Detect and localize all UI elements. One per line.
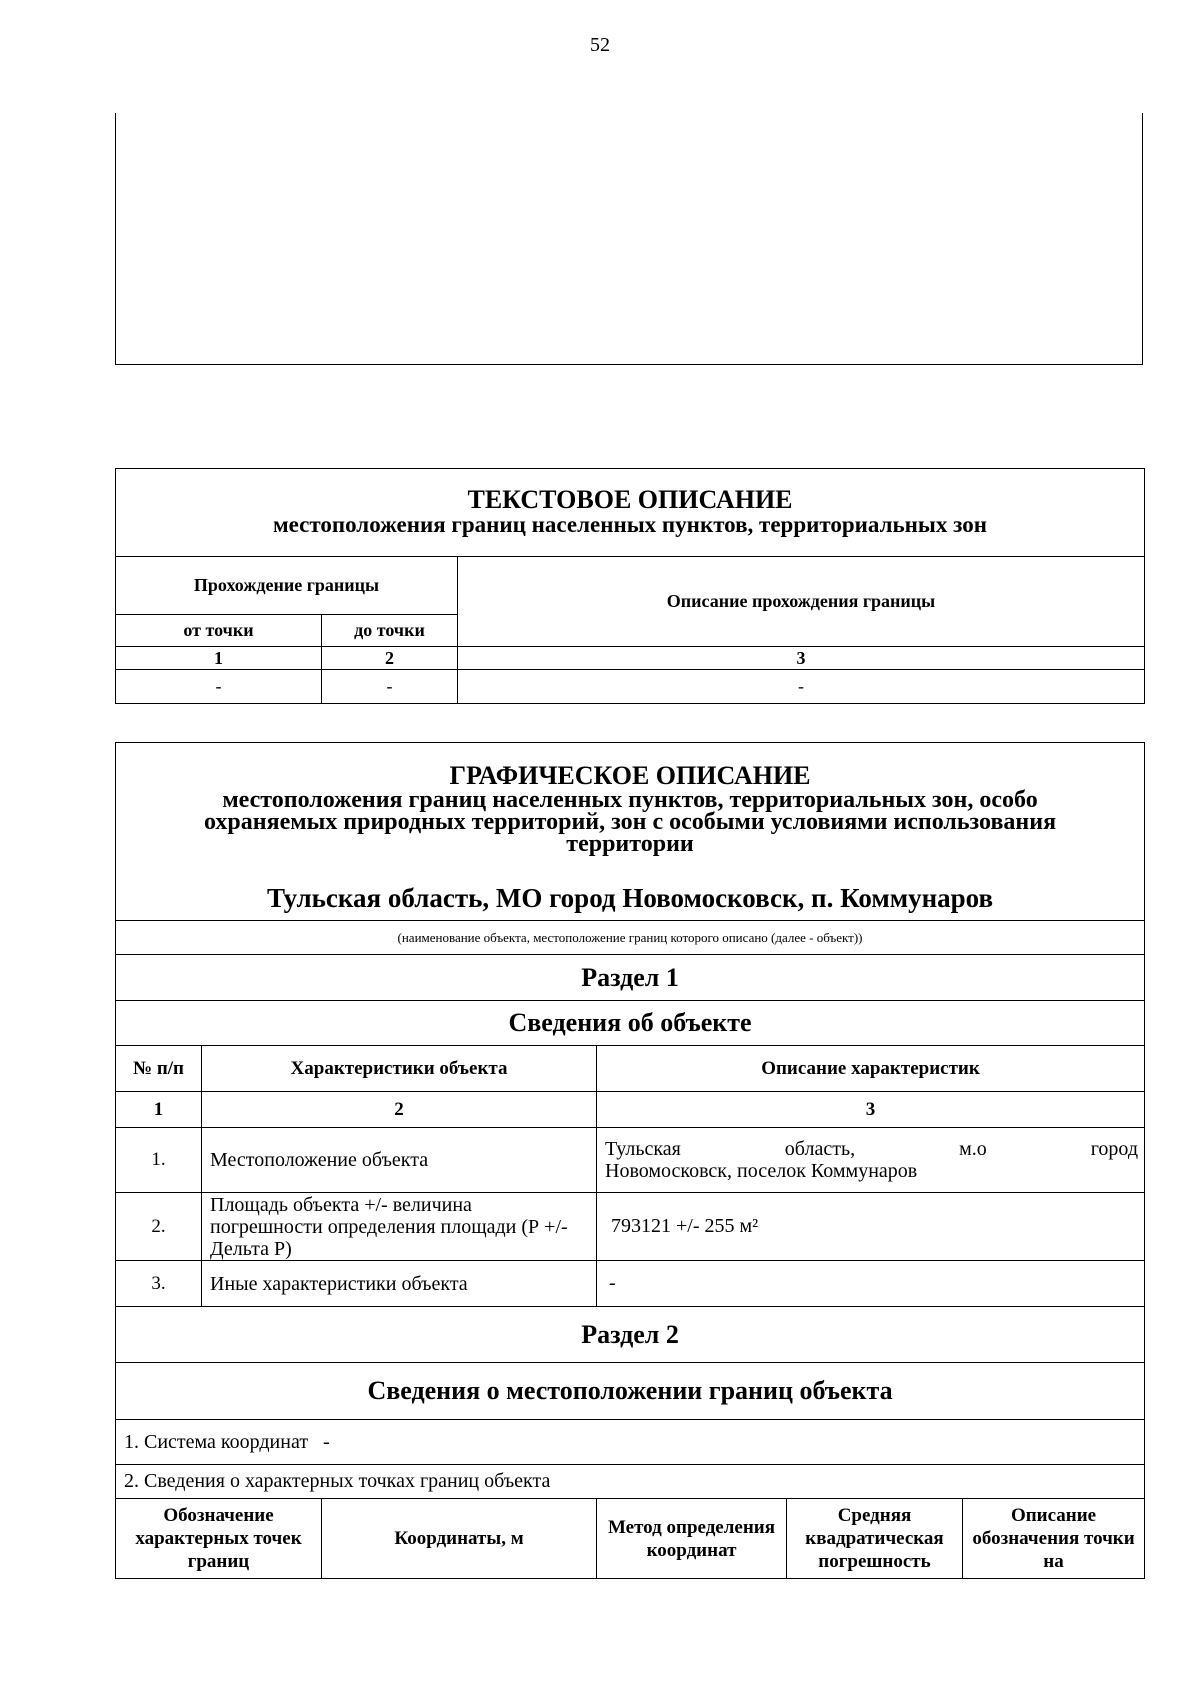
desc-word: м.о bbox=[959, 1138, 987, 1160]
row-characteristic: Иные характеристики объекта bbox=[202, 1261, 597, 1307]
table-cell: - bbox=[322, 670, 458, 704]
char-line: Площадь объекта +/- величина bbox=[210, 1193, 472, 1216]
graphic-description-title bbox=[116, 743, 1145, 921]
desc-word: город bbox=[1090, 1138, 1139, 1160]
col-from-header: от точки bbox=[116, 615, 322, 647]
coord-system: 1. Система координат - bbox=[116, 1420, 1145, 1465]
subtitle-line: территории bbox=[566, 831, 694, 857]
col-to-header: до точки bbox=[322, 615, 458, 647]
header-method: Метод определения координат bbox=[597, 1499, 787, 1579]
desc-line: Новомосковск, поселок Коммунаров bbox=[605, 1160, 918, 1182]
header-number: № п/п bbox=[116, 1046, 202, 1092]
object-name: Тульская область, МО город Новомосковск, п. Коммунаров bbox=[266, 883, 994, 913]
section1-label: Раздел 1 bbox=[116, 955, 1145, 1001]
desc-word: область, bbox=[784, 1138, 856, 1160]
row-description bbox=[597, 1128, 1145, 1193]
graphic-description-table bbox=[115, 742, 1145, 1579]
row-description: 793121 +/- 255 м² bbox=[597, 1193, 1145, 1261]
text-description-table bbox=[115, 468, 1145, 704]
section1-title: Сведения об объекте bbox=[116, 1001, 1145, 1046]
points-info: 2. Сведения о характерных точках границ объекта bbox=[116, 1465, 1145, 1499]
row-number: 1. bbox=[116, 1128, 202, 1193]
text-description-title bbox=[116, 469, 1145, 557]
col-number: 2 bbox=[322, 647, 458, 670]
map-frame bbox=[115, 113, 1143, 365]
table-cell: - bbox=[458, 670, 1145, 704]
header-coordinates: Координаты, м bbox=[322, 1499, 597, 1579]
section2-label: Раздел 2 bbox=[116, 1307, 1145, 1363]
table-row bbox=[116, 1128, 1145, 1193]
subtitle-line: охраняемых природных территорий, зон с особыми условиями использования bbox=[204, 809, 1057, 835]
col-number: 1 bbox=[116, 1092, 202, 1128]
table-cell: - bbox=[116, 670, 322, 704]
col-number: 3 bbox=[597, 1092, 1145, 1128]
object-caption: (наименование объекта, местоположение границ которого описано (далее - объект)) bbox=[116, 921, 1145, 955]
col-number: 1 bbox=[116, 647, 322, 670]
subtitle-line: местоположения границ населенных пунктов, территориальных зон, особо bbox=[222, 787, 1038, 813]
text-description-heading: ТЕКСТОВОЕ ОПИСАНИЕ bbox=[467, 485, 793, 514]
row-characteristic: Местоположение объекта bbox=[202, 1128, 597, 1193]
row-number: 2. bbox=[116, 1193, 202, 1261]
header-point-description: Описание обозначения точки на bbox=[963, 1499, 1145, 1579]
row-characteristic bbox=[202, 1193, 597, 1261]
row-number: 3. bbox=[116, 1261, 202, 1307]
header-point-designation: Обозначение характерных точек границ bbox=[116, 1499, 322, 1579]
header-characteristics: Характеристики объекта bbox=[202, 1046, 597, 1092]
page-number: 52 bbox=[590, 34, 610, 56]
char-line: погрешности определения площади (Р +/- Дельта Р) bbox=[210, 1215, 568, 1260]
header-description: Описание характеристик bbox=[597, 1046, 1145, 1092]
col-number: 3 bbox=[458, 647, 1145, 670]
col-passage-header: Прохождение границы bbox=[116, 557, 458, 615]
section2-title: Сведения о местоположении границ объекта bbox=[116, 1363, 1145, 1420]
graphic-description-heading: ГРАФИЧЕСКОЕ ОПИСАНИЕ bbox=[449, 761, 811, 790]
desc-word: Тульская bbox=[605, 1138, 681, 1160]
table-row bbox=[116, 1261, 1145, 1307]
col-number: 2 bbox=[202, 1092, 597, 1128]
col-description-header: Описание прохождения границы bbox=[458, 557, 1145, 647]
row-description: - bbox=[597, 1261, 1145, 1307]
text-description-subtitle: местоположения границ населенных пунктов, территориальных зон bbox=[273, 512, 987, 537]
header-mean-error: Средняя квадратическая погрешность bbox=[787, 1499, 963, 1579]
table-row bbox=[116, 1193, 1145, 1261]
